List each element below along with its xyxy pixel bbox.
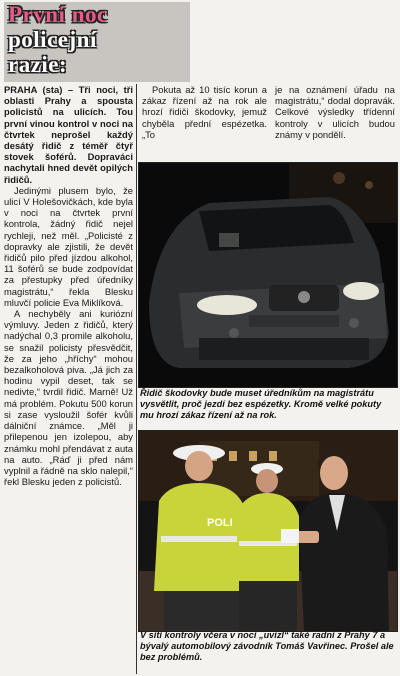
article-right-column: [275, 84, 395, 140]
article-paragraph-2: A nechyběly ani kuriózní výmluvy. Jeden z řidičů, který nadýchal 0,3 promile alkoholu, se snažil policisty přesvědčit, že za jeho „hříchy“ mohou bezalkoholová piva. „Já jich za hodinu vypil deset, tak se nedivte,“ tvrdil řidič. Marně! Už má problém. Pokutu 500 korun si zase vysloužil šofér kvůli dálniční známce. „Měl ji přilepenou jen izolepou, aby známku mohl přendávat z auta na auto. „Ráď ji před nám vyplnil a řádně na sklo nalepil,“ řekl Blesku jeden z policistů.: [4, 308, 133, 488]
photo-car: [138, 162, 398, 388]
article-paragraph-1: Jedinými plusem bylo, že ulicí V Holešovičkách, kde byla v noci na čtvrtek první kontrola, žádný řidič nejel rychleji, než měl. „Policisté z dopravky ale zjistili, že devět řidičů pilo před jízdou alkohol, 11 šoférů se bude zodpovídat za přestupky před úředníky magistrátu,“ řekla Blesku mluvčí policie Eva Miklíková.: [4, 184, 133, 308]
headline-line-3: razie:: [8, 52, 68, 77]
photo-caption-1: Řidič škodovky bude muset úředníkům na magistrátu vysvětlit, proč jezdí bez espézetky. Kromě velké pokuty mu hrozí zákaz řízení až na rok.: [140, 388, 382, 420]
article-paragraph-3: Pokuta až 10 tisíc korun a zákaz řízení až na rok ale hrozí řidiči škodovky, jemuž chyběla přední espézetka. „To: [142, 84, 267, 140]
vest-label: POLI: [207, 517, 233, 529]
article-lead: PRAHA (sta) – Tři noci, tři oblasti Prahy a spousta policistů na ulicích. Tou první vinou kontrol v noci na čtvrtek neprošel každý desátý řidič z téměř čtyř stovek šoférů. Dopraváci nachytali hned devět opilých řidičů.: [4, 84, 133, 185]
article-paragraph-4: je na oznámení úřadu na magistrátu,“ dodal dopravák. Celkové výsledky třídenní kontroly v ulicích budou známy v pondělí.: [275, 84, 395, 140]
photo-police: [138, 430, 398, 632]
photo-caption-2: V síti kontroly včera v noci „uvízl“ také radní z Prahy 7 a bývalý automobilový závodník Tomáš Vavřinec. Prošel ale bez problémů.: [140, 630, 394, 662]
article-mid-column: [142, 84, 267, 140]
column-divider: [136, 84, 137, 674]
headline: [8, 2, 188, 77]
headline-line-2: policejní: [8, 27, 97, 52]
headline-line-1: První noc: [8, 2, 108, 27]
article-left-column: [4, 84, 133, 672]
